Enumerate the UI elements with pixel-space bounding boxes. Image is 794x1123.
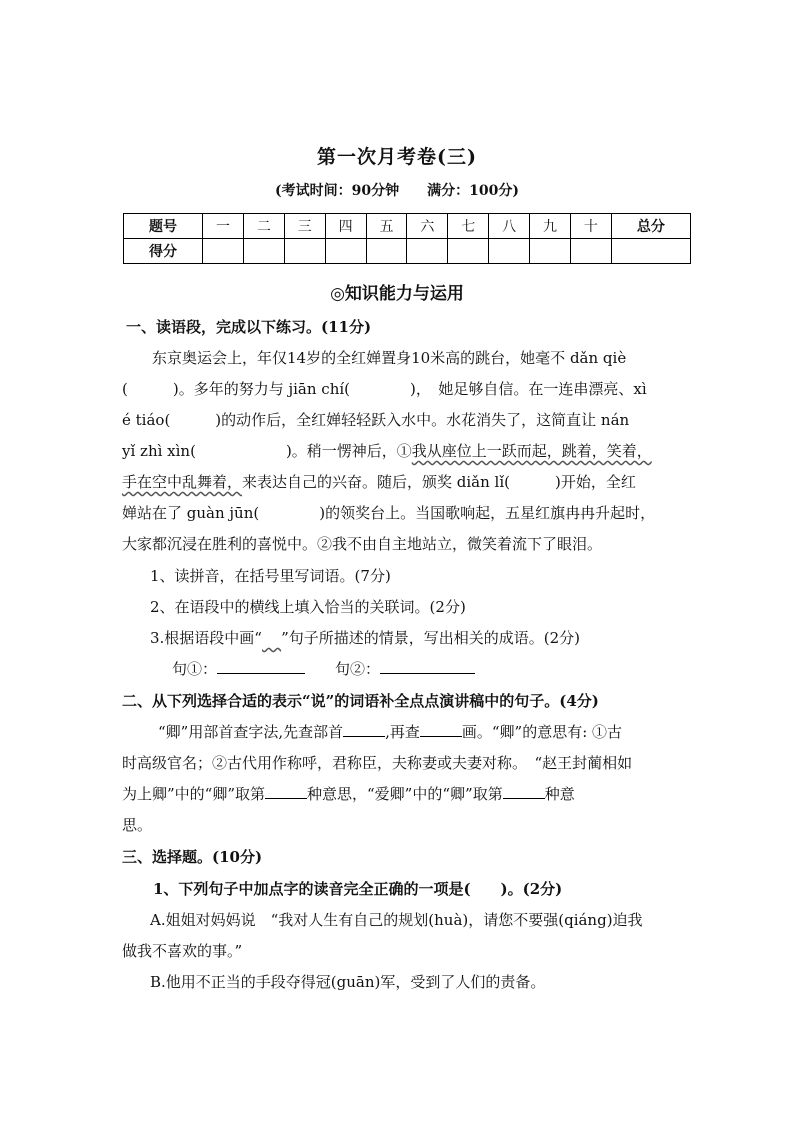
q1-line-5: [122, 471, 682, 492]
q1-line-2: ( )。多年的努力与 jiān chí( )， 她足够自信。在一连串漂亮、xì: [122, 380, 647, 398]
ju1-answer-blank[interactable]: [217, 659, 305, 674]
score-cell[interactable]: [611, 239, 690, 264]
q1-sub-2: 2、在语段中的横线上填入恰当的关联词。(2分): [150, 598, 466, 616]
q3-sub-1: 1、下列句子中加点字的读音完全正确的一项是( )。(2分): [153, 880, 563, 898]
q2-text: 种意思，“爱卿”中的“卿”取第: [307, 785, 503, 803]
score-cell[interactable]: [489, 239, 530, 264]
q1-line-4: [122, 440, 682, 461]
score-cell[interactable]: [448, 239, 489, 264]
q2-text: ,再查: [385, 723, 420, 741]
q1-line-1: 东京奥运会上，年仅14岁的全红婵置身10米高的跳台，她毫不 dǎn qiè: [152, 349, 627, 367]
q1-line-3: é tiáo( )的动作后，全红婵轻轻跃入水中。水花消失了，这简直让 nán: [122, 411, 630, 429]
q2-line-2: 时高级官名；②古代用作称呼，君称臣，夫称妻或夫妻对称。 “赵王封蔺相如: [122, 754, 633, 772]
wavy-sentence-1: 我从座位上一跃而起，跳着，笑着，: [411, 442, 652, 460]
score-header: 五: [366, 214, 407, 239]
score-cell[interactable]: [366, 239, 407, 264]
stroke-count-blank[interactable]: [420, 722, 462, 737]
score-header: 六: [407, 214, 448, 239]
exam-title: 第一次月考卷(三): [317, 146, 477, 168]
q1-sub-1: 1、读拼音，在括号里写词语。(7分): [150, 567, 391, 585]
ju2-answer-blank[interactable]: [380, 659, 475, 674]
option-b: B.他用不正当的手段夺得冠(guān)军，受到了人们的责备。: [150, 973, 546, 991]
score-header: 总分: [611, 214, 690, 239]
score-cell[interactable]: [325, 239, 366, 264]
score-header: 三: [284, 214, 325, 239]
score-table: [123, 213, 691, 264]
q2-text: 为上卿”中的“卿”取第: [122, 785, 266, 803]
score-header: 二: [243, 214, 284, 239]
score-header: 四: [325, 214, 366, 239]
score-row-label: 得分: [124, 239, 203, 264]
exam-full-score: 满分：100分): [427, 183, 519, 199]
score-cell[interactable]: [203, 239, 244, 264]
score-cell[interactable]: [284, 239, 325, 264]
q2-line-3: [122, 783, 682, 804]
option-a-line-1: A.姐姐对妈妈说 “我对人生有自己的规划(huà)，请您不要强(qiáng)迫我: [150, 911, 643, 929]
score-cell[interactable]: [243, 239, 284, 264]
score-cell[interactable]: [530, 239, 571, 264]
ju2-label: 句②：: [335, 660, 381, 678]
wavy-marker: [262, 629, 281, 647]
score-header: 十: [570, 214, 611, 239]
q2-text: “卿”用部首查字法,先查部首: [158, 723, 344, 741]
q1-line-5-rest: 来表达自己的兴奋。随后，颁奖 diǎn lǐ( )开始，全红: [242, 473, 636, 491]
q1-heading: 一、读语段，完成以下练习。(11分): [126, 318, 372, 336]
score-header: 一: [203, 214, 244, 239]
q2-line-1: [158, 721, 718, 742]
q1-line-4-text: yǐ zhì xìn( )。稍一愣神后，①: [122, 442, 412, 460]
score-header: 七: [448, 214, 489, 239]
q2-line-4: 思。: [122, 816, 153, 834]
q1-line-7: 大家都沉浸在胜利的喜悦中。②我不由自主地站立，微笑着流下了眼泪。: [122, 535, 603, 553]
ju1-label: 句①：: [172, 660, 218, 678]
q1-sub-3-start: 3.根据语段中画“: [150, 629, 262, 647]
score-header: 题号: [124, 214, 203, 239]
q1-answers: [172, 658, 475, 679]
wavy-sentence-1-cont: 手在空中乱舞着，: [122, 473, 243, 491]
q1-sub-3: [150, 627, 580, 648]
q3-heading: 三、选择题。(10分): [122, 848, 263, 866]
q2-heading: 二、从下列选择合适的表示“说”的词语补全点点演讲稿中的句子。(4分): [122, 692, 599, 710]
score-cell[interactable]: [570, 239, 611, 264]
q2-text: 画。“卿”的意思有: ①古: [461, 723, 623, 741]
exam-time: (考试时间：90分钟: [275, 183, 400, 199]
exam-subtitle: [0, 180, 794, 200]
q1-sub-3-end: ”句子所描述的情景，写出相关的成语。(2分): [281, 629, 580, 647]
option-a-line-2: 做我不喜欢的事。”: [122, 942, 243, 960]
score-table-score-row: [124, 239, 691, 264]
meaning-blank-1[interactable]: [265, 784, 307, 799]
meaning-blank-2[interactable]: [503, 784, 545, 799]
q2-text: 种意: [544, 785, 575, 803]
score-header: 九: [530, 214, 571, 239]
radical-blank[interactable]: [343, 722, 385, 737]
score-table-header-row: [124, 214, 691, 239]
q1-line-6: 婵站在了 guàn jūn( )的领奖台上。当国歌响起，五星红旗冉冉升起时，: [122, 504, 656, 522]
score-header: 八: [489, 214, 530, 239]
score-cell[interactable]: [407, 239, 448, 264]
section-title: ◎知识能力与运用: [330, 284, 464, 304]
